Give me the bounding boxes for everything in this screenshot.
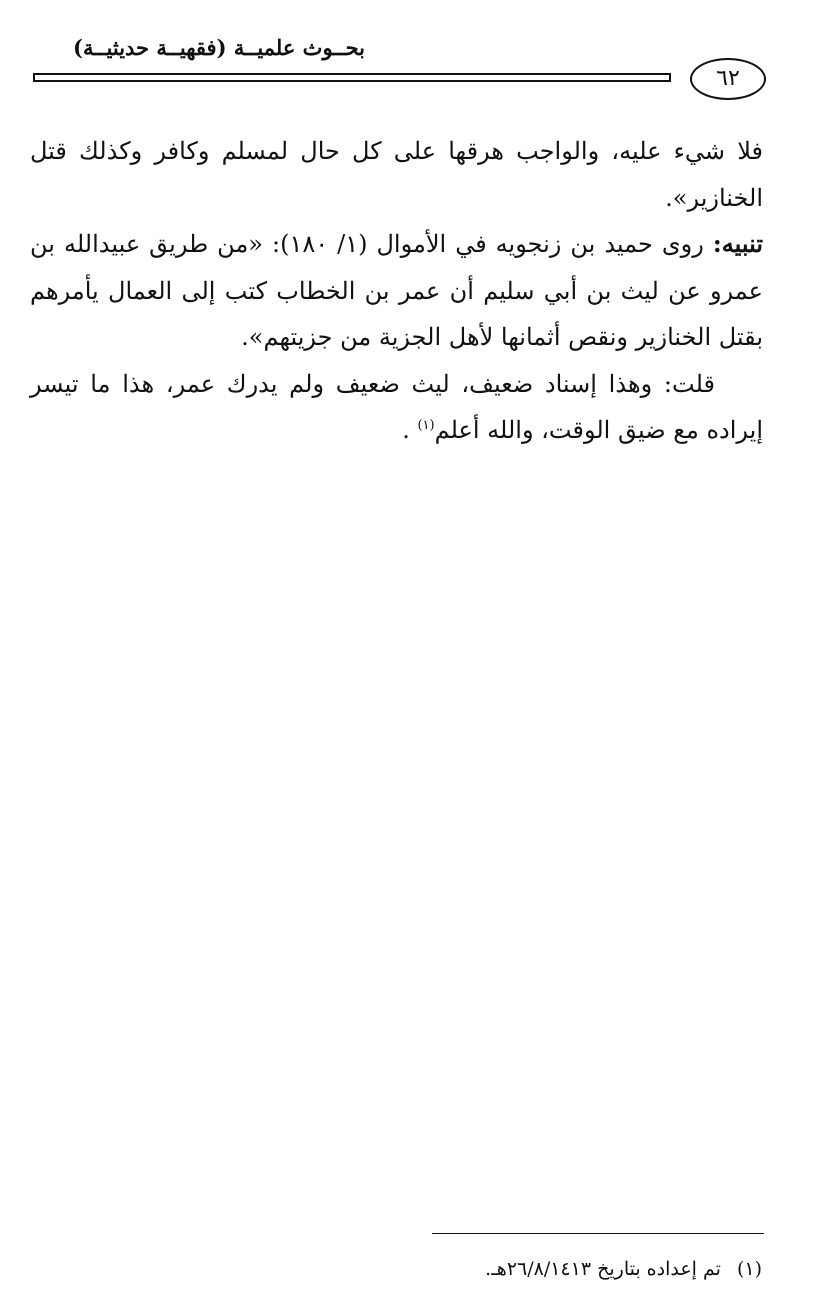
footnote — [300, 1254, 762, 1284]
running-title: بحــوث علميــة (فقهيــة حديثيــة) — [73, 35, 365, 60]
paragraph-1: فلا شيء عليه، والواجب هرقها على كل حال لمسلم وكافر وكذلك قتل الخنازير». — [30, 137, 763, 212]
paragraph-3-end: . — [402, 416, 410, 444]
footnote-reference: (١) — [417, 418, 435, 433]
note-text: روى حميد بن زنجويه في الأموال (١/ ١٨٠): «من طريق عبيدالله بن عمرو عن ليث بن أبي سليم أن عمر بن الخطاب كتب إلى العمال يأمرهم بقتل الخنازير ونقص أثمانها لأهل الجزية من جزيتهم». — [30, 230, 763, 351]
note-lead: تنبيه: — [712, 229, 763, 258]
footnote-mark: (١) — [736, 1258, 762, 1280]
body-text — [30, 128, 763, 454]
footnote-rule — [432, 1233, 764, 1234]
header-rule — [33, 73, 671, 82]
page-number: ٦٢ — [690, 58, 766, 100]
paragraph-3 — [30, 361, 763, 454]
paragraph-3-text: قلت: وهذا إسناد ضعيف، ليث ضعيف ولم يدرك عمر، هذا ما تيسر إيراده مع ضيق الوقت، والله أعلم — [30, 369, 763, 444]
paragraph-2 — [30, 221, 763, 361]
footnote-text: تم إعداده بتاريخ ٢٦/٨/١٤١٣هـ. — [485, 1258, 721, 1280]
